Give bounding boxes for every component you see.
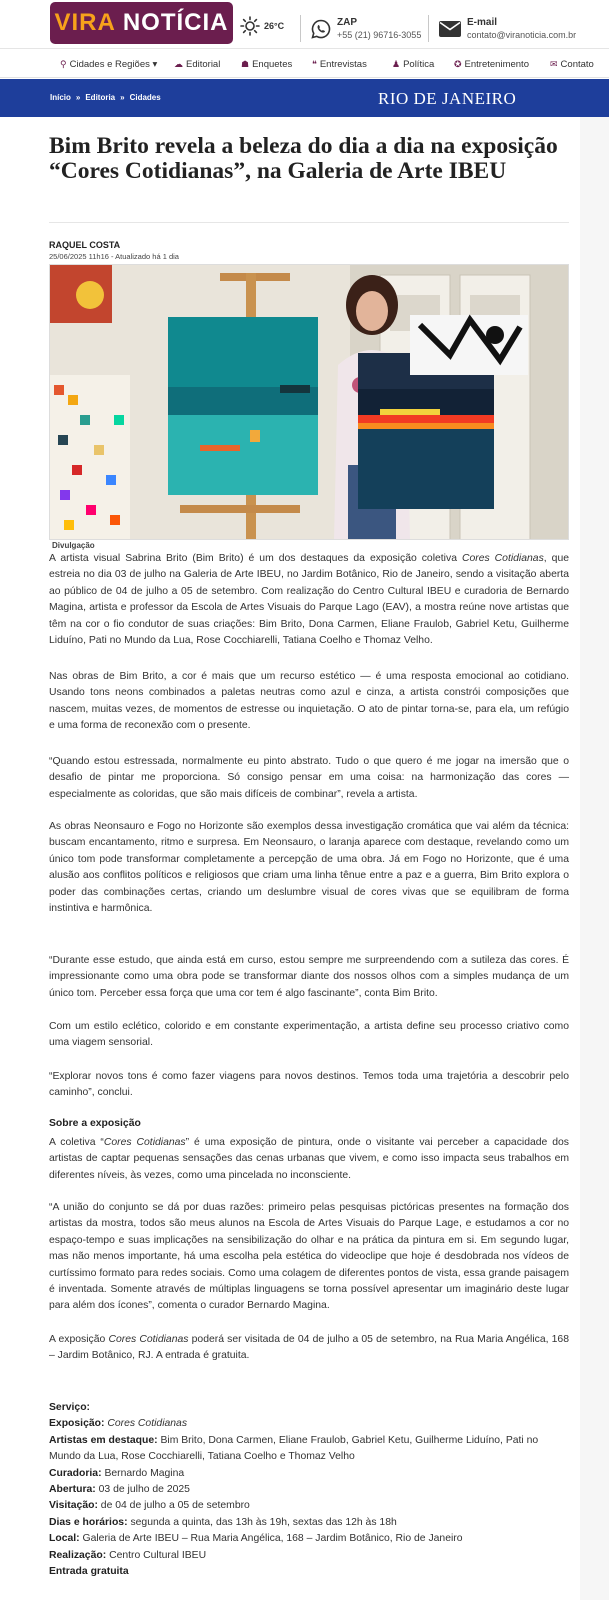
users-icon: ☗ [241,59,250,69]
quote-icon: ❝ [312,59,317,69]
breadcrumb-bar [0,79,609,117]
ad-gutter [580,117,609,1600]
city-label: RIO DE JANEIRO [378,89,517,108]
service-heading: Serviço: [49,1402,91,1413]
about-paragraph: A coletiva “Cores Cotidianas” é uma exposição de pintura, onde o visitante vai perceber a capacidade dos artistas de captar pequenas sensações das cenas urbanas que vivem, e como isso impacta seus trabalhos em diferentes níveis, às vezes, como uma pincelada no inconsciente. [49,1137,569,1181]
service-curadoria: Curadoria: Bernardo Magina [49,1467,185,1479]
nav-item-cidades[interactable] [60,59,157,70]
person-icon: ♟ [392,59,401,69]
chat-icon: ☁ [174,59,183,69]
sun-icon [240,16,260,36]
section-heading-about: Sobre a exposição [49,1118,141,1129]
service-visitacao: Visitação: de 04 de julho a 05 de setembro [49,1500,250,1512]
zap-number: +55 (21) 96716-3055 [337,30,422,40]
breadcrumb-home[interactable]: Início [50,93,71,102]
weather-temperature: 26°C [264,21,285,31]
nav-item-label: Entretenimento [464,59,529,70]
service-horarios: Dias e horários: segunda a quinta, das 13h às 19h, sextas das 12h às 18h [49,1516,397,1528]
service-box [49,1400,569,1580]
whatsapp-icon [311,19,331,39]
article-paragraph: “Durante esse estudo, que ainda está em curso, estou sempre me surpreendendo com a sutileza das cores. É impressionante como uma obra pode se transformar diante dos nossos olhos com a simples mudança de um único tom. Perceber essa força que uma cor tem é algo fascinante”, conta Bim Brito. [49,955,569,999]
article-author[interactable]: RAQUEL COSTA [49,240,121,250]
article-photo [49,264,569,540]
nav-item-entrevistas[interactable] [312,59,367,70]
article-paragraph: A artista visual Sabrina Brito (Bim Brito) é um dos destaques da exposição coletiva Cores Cotidianas, que estreia no dia 03 de julho na Galeria de Arte IBEU, no Jardim Botânico, Rio de Janeiro, sendo a visitação aberta ao público de 04 de julho a 05 de setembro. Com realização do Centro Cultural IBEU e curadoria de Bernardo Magina, artista e professor da Escola de Artes Visuais do Parque Lago (EAV), a mostra reúne nove artistas que têm na cor o fio condutor de suas criações: Bim Brito, Dona Carmen, Eliane Fraulob, Gabriel Ketu, Guilherme Liduíno, Pati no Mundo da Lua, Rose Cocchiarelli, Tatiana Coelho e Thomaz Velho. [49,553,569,647]
service-exposicao: Exposição: Cores Cotidianas [49,1418,188,1430]
nav-item-label: Enquetes [252,59,293,70]
nav-item-editorial[interactable] [174,59,220,70]
email-address: contato@viranoticia.com.br [467,30,577,40]
title-divider [49,222,569,223]
nav-item-label: Editorial [186,59,221,70]
weather-widget [240,16,284,36]
article-paragraph: “Explorar novos tons é como fazer viagens para novos destinos. Temos toda uma trajetória a descobrir pelo caminho”, conclui. [49,1071,569,1099]
article-date: 25/06/2025 11h16 - Atualizado há 1 dia [49,252,179,261]
header-divider [428,15,429,42]
nav-item-label: Contato [560,59,594,70]
service-entrada: Entrada gratuita [49,1566,129,1578]
about-paragraph: “A união do conjunto se dá por duas razões: primeiro pelas pesquisas pictóricas presentes na formação dos artistas da mostra, todos são meus alunos na Escola de Artes Visuais do Parque Lage, e estudamos a cor no espaço-tempo e suas implicações na sensibilização do olhar e na prática da pintura em si. Em segundo lugar, mas não menos importante, há uma escolha pela estética do videoclipe que hoje é desdobrada nos vídeos de curtíssimo formato para redes sociais. Como uma colagem de diferentes pontos de vista, essa grande paisagem é inventada. Somente através de múltiplas linguagens se torna possível apresentar um imaginário deste lugar para além dos ícones”, comenta o curador Bernardo Magina. [49,1202,569,1312]
breadcrumb-current[interactable]: Cidades [129,93,161,102]
breadcrumb-separator: » [75,93,81,102]
breadcrumb [50,93,161,102]
service-realizacao: Realização: Centro Cultural IBEU [49,1549,207,1561]
email-label: E-mail [467,17,498,28]
service-abertura: Abertura: 03 de julho de 2025 [49,1484,190,1496]
nav-item-label: Cidades e Regiões ▾ [69,59,158,70]
nav-item-label: Política [403,59,435,70]
nav-item-enquetes[interactable] [241,59,292,70]
service-local: Local: Galeria de Arte IBEU – Rua Maria Angélica, 168 – Jardim Botânico, Rio de Janeiro [49,1533,463,1545]
article-paragraph: “Quando estou estressada, normalmente eu pinto abstrato. Tudo o que quero é me jogar na imersão que o desafio de pintar me proporciona. Só consigo pensar em uma coisa: na harmonização das cores — especialmente as coloridas, que são mais difíceis de combinar”, revela a artista. [49,756,569,800]
artist-photo-illustration [50,265,569,540]
logo-text-vira: VIRA [54,9,116,36]
photo-caption: Divulgação [52,541,95,550]
nav-item-politica[interactable] [392,59,434,70]
site-header [0,0,609,49]
site-logo[interactable] [50,2,233,44]
nav-item-entretenimento[interactable] [454,59,529,70]
header-divider [300,15,301,42]
article-paragraph: Nas obras de Bim Brito, a cor é mais que um recurso estético — é uma resposta emocional ao cotidiano. Usando tons neons combinados a paletas neutras como azul e cinza, a artista constrói composições que nascem, muitas vezes, de momentos de estresse ou inquietação. O ato de pintar torna-se, para ela, um refúgio e uma forma de reconexão com o presente. [49,671,569,732]
article-paragraph: As obras Neonsauro e Fogo no Horizonte são exemplos dessa investigação cromática que vai além da técnica: buscam encantamento, ritmo e surpresa. Em Neonsauro, o laranja aparece com destaque, revelando como um único tom pode transformar completamente a percepção de uma obra. Já em Fogo no Horizonte, que é uma alusão aos conflitos políticos e religiosos que criam uma linha tênue entre a paz e a guerra, Bim Brito explora o poder das combinações certas, criando um deslumbre visual de cores vivas que se equilibram de forma instintiva e harmônica. [49,821,569,915]
article-paragraph: Com um estilo eclético, colorido e em constante experimentação, a artista define seu processo criativo como uma viagem sensorial. [49,1021,569,1049]
envelope-icon: ✉ [550,59,558,69]
nav-item-contato[interactable] [550,59,594,70]
nav-item-label: Entrevistas [319,59,367,70]
service-artistas: Artistas em destaque: Bim Brito, Dona Carmen, Eliane Fraulob, Gabriel Ketu, Guilherme Liduíno, Pati no Mundo da Lua, Rose Cocchiarelli, Tatiana Coelho e Thomaz Velho [49,1434,539,1463]
star-icon: ✪ [454,59,462,69]
breadcrumb-separator: » [120,93,125,102]
logo-text-noticia: NOTÍCIA [122,9,229,36]
breadcrumb-section[interactable]: Editoria [85,93,116,102]
article-title: Bim Brito revela a beleza do dia a dia na exposição “Cores Cotidianas”, na Galeria de Arte IBEU [49,133,558,184]
whatsapp-contact[interactable] [311,17,421,41]
email-contact[interactable] [439,17,576,41]
map-pin-icon: ⚲ [60,59,67,69]
envelope-icon [439,21,461,37]
main-nav [0,50,609,78]
zap-label: ZAP [337,17,357,28]
about-paragraph: A exposição Cores Cotidianas poderá ser visitada de 04 de julho a 05 de setembro, na Rua Maria Angélica, 168 – Jardim Botânico, RJ. A entrada é gratuita. [49,1334,569,1362]
